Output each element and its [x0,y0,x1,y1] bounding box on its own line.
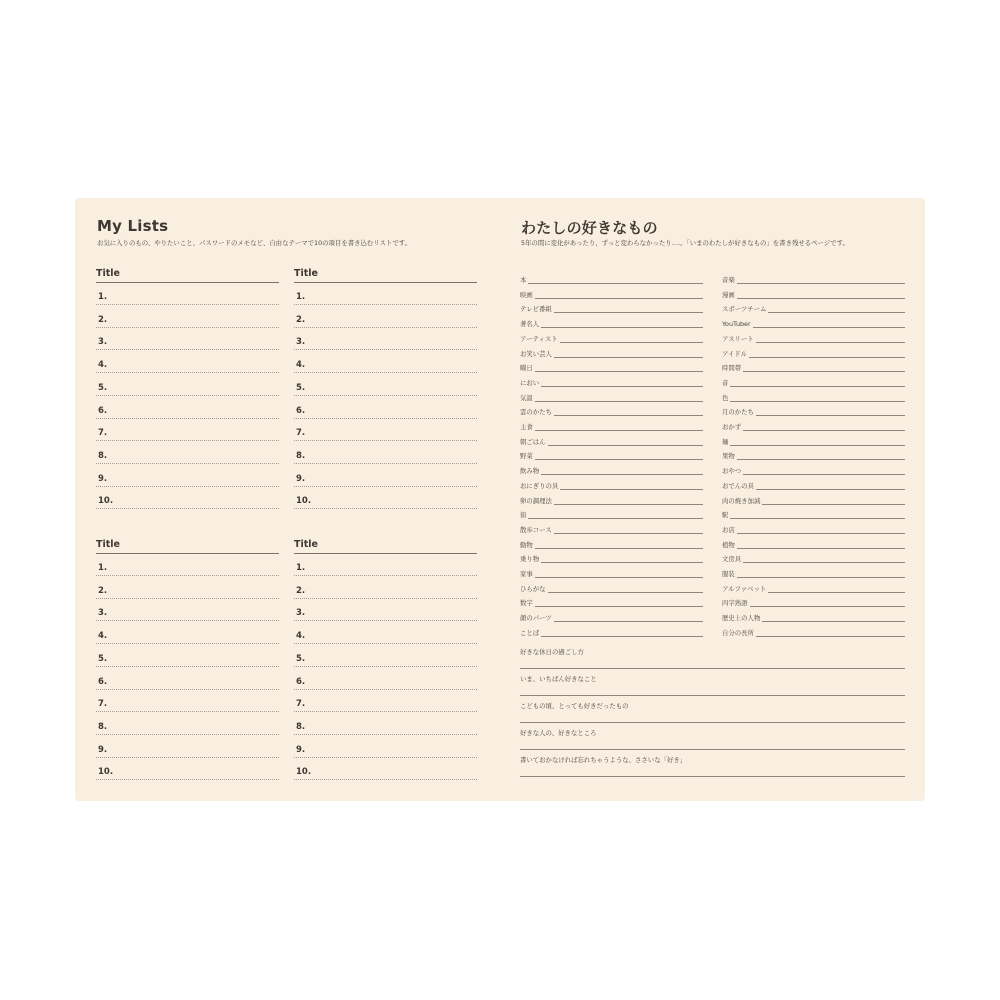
list-item-number: 7. [296,699,306,710]
list-item-number: 5. [98,382,108,393]
list-item-number: 8. [296,721,306,732]
list-item-number: 2. [296,585,306,596]
favorite-label: 乗り物 [520,555,540,564]
favorite-entry[interactable] [520,593,703,607]
favorite-entry[interactable] [722,608,905,622]
list-item-number: 9. [296,473,306,484]
list-item-number: 1. [296,563,306,573]
list-item[interactable] [294,328,477,350]
favorite-entry[interactable] [722,491,905,505]
list-item[interactable] [96,554,279,576]
list-item[interactable] [294,351,477,373]
favorite-entry[interactable] [722,432,905,446]
favorite-entry[interactable] [722,388,905,402]
favorite-entry[interactable] [520,476,703,490]
list-item[interactable] [96,351,279,373]
my-lists-title: My Lists [97,217,169,235]
favorite-label: 果物 [722,452,735,461]
list-item[interactable] [96,283,279,305]
list-item-number: 6. [296,676,306,687]
favorite-entry[interactable] [722,270,905,284]
favorite-entry[interactable] [520,270,703,284]
favorites-title: わたしの好きなもの [521,219,658,237]
list-item[interactable] [96,668,279,690]
list-item[interactable] [96,442,279,464]
question-line [520,776,905,777]
favorite-label: 四字熟語 [722,599,748,608]
favorite-label: アイドル [722,349,747,358]
list-item[interactable] [294,397,477,419]
favorite-label: お店 [722,525,735,534]
favorite-entry[interactable] [722,535,905,549]
list-item[interactable] [96,713,279,735]
notebook-spread [75,198,925,801]
list-item-number: 1. [98,563,108,573]
list-item[interactable] [96,577,279,599]
list-item-number: 7. [98,428,108,439]
list-item-number: 8. [296,450,306,461]
favorite-entry[interactable] [722,505,905,519]
list-item-number: 6. [98,676,108,687]
list-item[interactable] [294,465,477,487]
favorite-label: 植物 [722,540,735,549]
favorite-entry[interactable] [520,388,703,402]
list-item-number: 7. [98,699,108,710]
favorite-entry[interactable] [722,358,905,372]
favorite-entry[interactable] [722,417,905,431]
list-item[interactable] [294,419,477,441]
favorite-entry[interactable] [722,446,905,460]
favorite-label: 漫画 [722,290,735,299]
favorite-label: 映画 [520,290,533,299]
list-item-number: 6. [98,405,108,416]
question-line [520,749,905,750]
list-item-number: 9. [98,744,108,755]
list-item-number: 9. [98,473,108,484]
favorite-label: 街 [520,511,527,520]
list-item-number: 10. [296,496,312,507]
list-item[interactable] [294,599,477,621]
favorite-label: 気温 [520,393,533,402]
list-item-number: 2. [98,585,108,596]
question-line [520,722,905,723]
favorite-entry[interactable] [520,520,703,534]
favorite-label: 散歩コース [520,525,552,534]
list-item-number: 9. [296,744,306,755]
favorite-label: 文房具 [722,555,742,564]
favorite-label: 顔のパーツ [520,614,552,623]
list-item[interactable] [96,306,279,328]
list-item[interactable] [96,622,279,644]
favorite-entry[interactable] [520,608,703,622]
favorite-label: 曜日 [520,364,533,373]
favorite-label: におい [520,378,540,387]
question-entry[interactable] [520,755,905,777]
list-title: Title [96,539,120,550]
favorite-label: 著名人 [520,320,540,329]
list-item-number: 4. [98,360,108,371]
question-label: 書いておかなければ忘れちゃうような、ささいな「好き」 [520,756,687,764]
list-item-number: 4. [296,631,306,642]
favorite-label: 自分の長所 [722,628,754,637]
favorite-label: 色 [722,393,729,402]
list-item-number: 2. [98,314,108,325]
list-item[interactable] [294,736,477,758]
favorite-label: アスリート [722,334,754,343]
list-item[interactable] [294,668,477,690]
list-item-number: 5. [296,653,306,664]
favorite-entry[interactable] [722,402,905,416]
list-item[interactable] [96,419,279,441]
favorite-label: お笑い芸人 [520,349,552,358]
list-item[interactable] [294,622,477,644]
list-item-number: 10. [296,767,312,778]
list-item[interactable] [294,283,477,305]
favorite-label: 麺 [722,437,729,446]
list-item[interactable] [294,374,477,396]
favorite-label: 音 [722,378,729,387]
list-item[interactable] [96,487,279,509]
favorite-label: アルファベット [722,584,767,593]
list-item[interactable] [96,328,279,350]
list-title: Title [294,268,318,279]
list-item-number: 4. [296,360,306,371]
list-item-number: 1. [296,292,306,302]
favorite-label: 主食 [520,423,533,431]
favorite-label: おでんの具 [722,481,754,490]
favorite-label: 月のかたち [722,408,754,417]
list-item-number: 8. [98,450,108,461]
favorite-label: 本 [520,276,527,284]
question-entry[interactable] [520,674,905,696]
list-item[interactable] [294,577,477,599]
favorite-label: 服装 [722,570,735,578]
favorite-entry[interactable] [520,373,703,387]
favorite-label: おにぎりの具 [520,481,559,490]
list-item[interactable] [96,736,279,758]
favorite-entry[interactable] [520,535,703,549]
list-item[interactable] [294,690,477,712]
favorite-label: 飲み物 [520,467,540,476]
favorite-label: 数字 [520,599,533,608]
list-item-number: 3. [98,608,108,619]
list-title: Title [294,539,318,550]
question-label: 好きな休日の過ごし方 [520,648,584,656]
favorite-label: アーティスト [520,334,558,343]
favorite-entry[interactable] [520,549,703,563]
favorite-entry[interactable] [520,446,703,460]
favorites-subtitle: 5年の間に変化があったり、ずっと変わらなかったり‥‥。「いまのわたしが好きなもの」を書き残せるページです。 [521,239,849,247]
favorite-entry[interactable] [520,329,703,343]
list-item-number: 10. [98,767,114,778]
favorite-label: 野菜 [520,452,533,461]
list-item-number: 5. [98,653,108,664]
favorite-entry[interactable] [722,593,905,607]
list-item-number: 3. [296,337,306,348]
favorite-label: 動物 [520,540,533,549]
favorite-label: 歴史上の人物 [722,614,761,623]
favorite-entry[interactable] [520,299,703,313]
question-entry[interactable] [520,701,905,723]
favorite-entry[interactable] [722,285,905,299]
list-item-number: 4. [98,631,108,642]
favorite-entry[interactable] [722,549,905,563]
list-title: Title [96,268,120,279]
favorite-entry[interactable] [520,432,703,446]
list-item[interactable] [294,554,477,576]
question-label: 好きな人の、好きなところ [520,729,597,737]
favorite-label: 時間帯 [722,364,742,373]
favorite-entry[interactable] [520,358,703,372]
question-entry[interactable] [520,647,905,669]
favorite-label: おやつ [722,467,742,476]
favorite-entry[interactable] [722,579,905,593]
favorite-label: 音楽 [722,276,735,284]
my-lists-subtitle: お気に入りのもの、やりたいこと、パスワードのメモなど、自由なテーマで10の項目を書き込むリストです。 [97,239,411,247]
list-item-number: 3. [296,608,306,619]
favorite-label: テレビ番組 [520,305,552,314]
favorite-entry[interactable] [722,299,905,313]
favorite-label: ことば [520,628,540,637]
question-label: こどもの頃、とっても好きだったもの [520,702,629,710]
favorite-entry[interactable] [520,505,703,519]
list-item-number: 8. [98,721,108,732]
favorite-label: 卵の調理法 [520,496,552,505]
list-item[interactable] [96,465,279,487]
favorite-label: 肉の焼き加減 [722,496,761,505]
question-line [520,695,905,696]
favorite-entry[interactable] [722,344,905,358]
favorite-entry[interactable] [722,476,905,490]
favorite-entry[interactable] [520,579,703,593]
list-item[interactable] [294,487,477,509]
favorite-label: おかず [722,423,742,431]
list-item-number: 10. [98,496,114,507]
question-line [520,668,905,669]
list-item-number: 1. [98,292,108,302]
list-item-number: 6. [296,405,306,416]
favorite-label: YouTuber [722,320,751,329]
list-item[interactable] [294,758,477,780]
list-item[interactable] [294,645,477,667]
favorite-entry[interactable] [722,373,905,387]
question-label: いま、いちばん好きなこと [520,675,597,683]
list-item-number: 5. [296,382,306,393]
list-item[interactable] [96,599,279,621]
list-item[interactable] [96,645,279,667]
list-item-number: 7. [296,428,306,439]
list-item[interactable] [294,306,477,328]
favorite-entry[interactable] [520,344,703,358]
favorite-entry[interactable] [520,623,703,637]
favorite-label: スポーツチーム [722,305,767,314]
list-item[interactable] [294,713,477,735]
favorite-entry[interactable] [520,491,703,505]
list-item-number: 2. [296,314,306,325]
favorite-entry[interactable] [722,329,905,343]
favorite-entry[interactable] [520,402,703,416]
list-item[interactable] [294,442,477,464]
list-item[interactable] [96,758,279,780]
favorite-entry[interactable] [722,623,905,637]
favorite-entry[interactable] [520,285,703,299]
list-item-number: 3. [98,337,108,348]
favorite-entry[interactable] [722,520,905,534]
favorite-entry[interactable] [520,564,703,578]
favorite-label: 雲のかたち [520,408,552,417]
list-item[interactable] [96,397,279,419]
favorite-label: ひらがな [520,584,546,593]
favorite-entry[interactable] [722,564,905,578]
favorite-entry[interactable] [722,314,905,328]
list-item[interactable] [96,374,279,396]
list-item[interactable] [96,690,279,712]
question-entry[interactable] [520,728,905,750]
favorite-entry[interactable] [520,314,703,328]
favorite-line [520,636,703,637]
favorite-entry[interactable] [722,461,905,475]
favorite-entry[interactable] [520,461,703,475]
favorite-label: 朝ごはん [520,437,546,446]
favorite-label: 駅 [722,511,729,520]
favorite-entry[interactable] [520,417,703,431]
favorite-label: 家事 [520,570,533,578]
